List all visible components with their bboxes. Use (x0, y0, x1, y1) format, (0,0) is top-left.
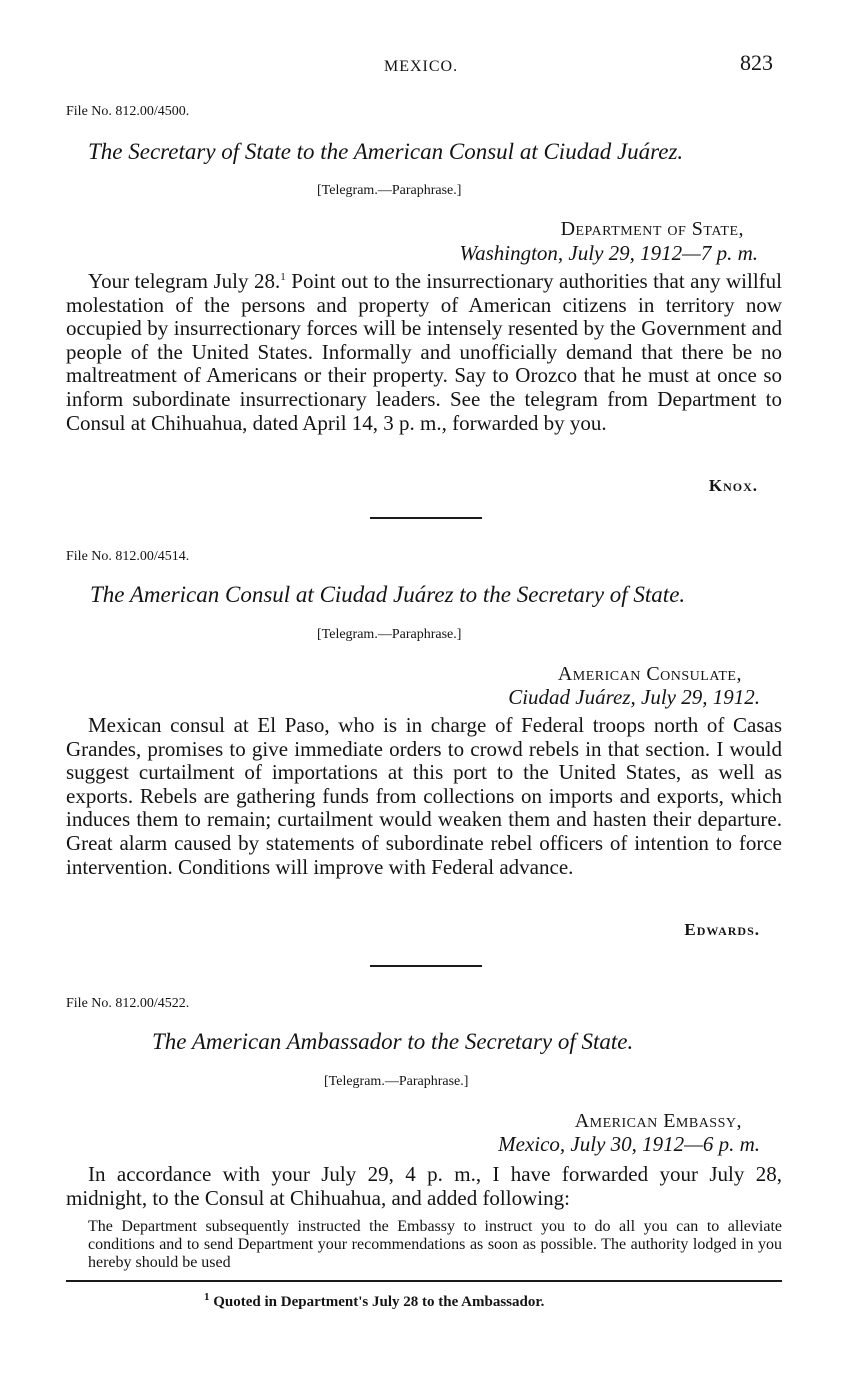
file-number: File No. 812.00/4514. (66, 549, 190, 564)
dateline-place: Washington, July 29, 1912—7 p. m. (459, 241, 758, 265)
message-body: Mexican consul at El Paso, who is in charge of Federal troops north of Casas Grandes, promises to give immediate orders to crowd rebels in that section. I would suggest curtailment of importations at this port to the United States, as well as exports. Rebels are gathering funds from collections on imports and exports, which induces them to remain; curtailment would weaken them and hasten their departure. Great alarm caused by statements of subordinate rebel officers of intention to force intervention. Conditions will improve with Federal advance. (66, 713, 782, 879)
running-head: MEXICO. (384, 58, 459, 75)
footnote-text: Quoted in Department's July 28 to the Ambassador. (213, 1294, 545, 1310)
message-body: Your telegram July 28.$^1$ Point out to the insurrectionary authorities that any willful molestation of the persons and property of American citizens in territory now occupied by insurrectionary forces will be intensely resented by the Government and people of the United States. Informally and unofficially demand that there be no maltreatment of Americans or their property. Say to Orozco that he must at once so inform subordinate insurrectionary leaders. See the telegram from Department to Consul at Chihuahua, dated April 14, 3 p. m., forwarded by you. (66, 269, 782, 435)
signature: Edwards. (684, 920, 760, 939)
document-heading: The Secretary of State to the American Consul at Ciudad Juárez. (88, 139, 684, 164)
dateline-place: Ciudad Juárez, July 29, 1912. (508, 685, 760, 709)
signature: Knox. (708, 476, 758, 495)
page-number: 823 (740, 50, 773, 75)
footnote (204, 1291, 545, 1311)
quoted-instruction: The Department subsequently instructed the Embassy to instruct you to do all you can to alleviate conditions and to send Department your recommendations as soon as possible. The authority lodged in you hereby should be used (88, 1218, 782, 1271)
section-divider (370, 517, 482, 519)
footnote-ref: 1 (280, 271, 286, 283)
dateline-place: Mexico, July 30, 1912—6 p. m. (498, 1132, 760, 1156)
dateline-office: American Embassy, (574, 1110, 742, 1132)
telegram-note: [Telegram.—Paraphrase.] (317, 183, 462, 198)
file-number: File No. 812.00/4500. (66, 104, 190, 119)
telegram-note: [Telegram.—Paraphrase.] (317, 627, 462, 642)
telegram-note: [Telegram.—Paraphrase.] (324, 1074, 469, 1089)
message-body: In accordance with your July 29, 4 p. m., I have forwarded your July 28, midnight, to the Consul at Chihuahua, and added following: (66, 1162, 782, 1210)
dateline-office: American Consulate, (557, 663, 742, 685)
document-heading: The American Ambassador to the Secretary of State. (152, 1029, 634, 1054)
section-divider (370, 965, 482, 967)
document-heading: The American Consul at Ciudad Juárez to the Secretary of State. (90, 582, 686, 607)
footnote-marker: 1 (204, 1291, 210, 1303)
file-number: File No. 812.00/4522. (66, 996, 190, 1011)
footnote-rule (66, 1280, 782, 1282)
dateline-office: Department of State, (560, 218, 744, 240)
